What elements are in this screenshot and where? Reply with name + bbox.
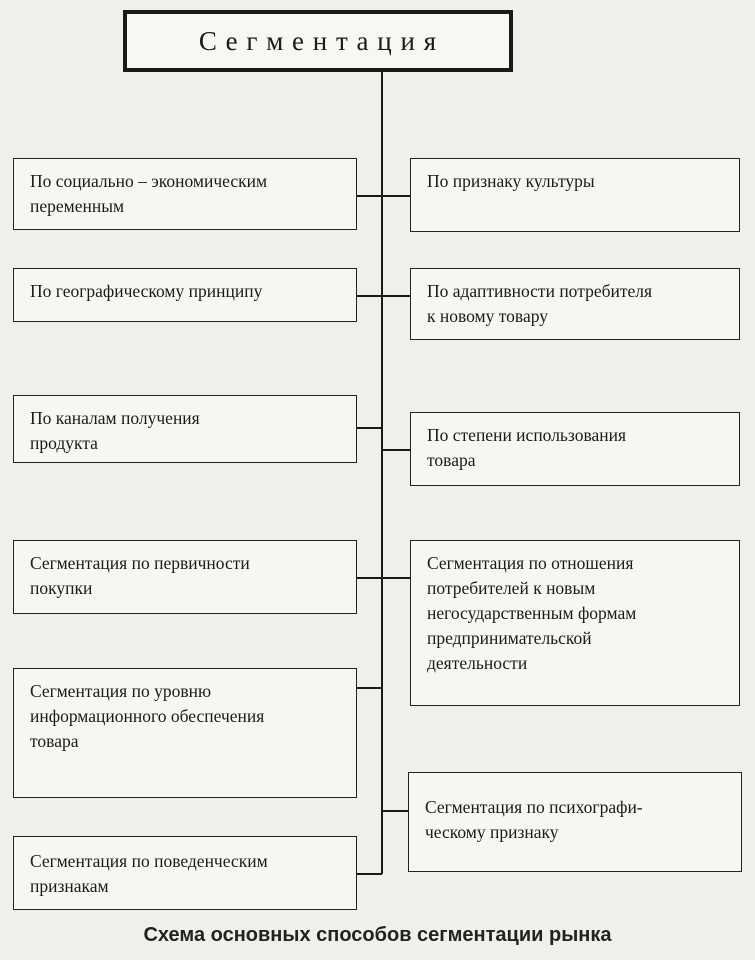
connector-left-4 <box>357 577 382 579</box>
node-line: продукта <box>30 433 98 453</box>
node-line: к новому товару <box>427 306 548 326</box>
node-line: переменным <box>30 196 125 216</box>
node-line: информационного обеспечения <box>30 706 265 726</box>
connector-right-3 <box>382 449 410 451</box>
node-line: По степени использования <box>427 425 627 445</box>
node-purchase-primacy <box>13 540 357 614</box>
node-line: товара <box>30 731 79 751</box>
node-line: По социально – экономическим <box>30 171 268 191</box>
node-information-level <box>13 668 357 798</box>
node-line: ческому признаку <box>425 822 559 842</box>
node-attitude-new-forms <box>410 540 740 706</box>
node-line: предпринимательской <box>427 628 592 648</box>
node-line: признакам <box>30 876 109 896</box>
node-line: Сегментация по отношения <box>427 553 634 573</box>
node-line: По географическому принципу <box>30 281 263 301</box>
node-line: потребителей к новым <box>427 578 596 598</box>
node-line: Сегментация по поведенческим <box>30 851 268 871</box>
node-line: По признаку культуры <box>427 171 595 191</box>
node-culture <box>410 158 740 232</box>
node-line: Сегментация по первичности <box>30 553 250 573</box>
node-line: покупки <box>30 578 93 598</box>
node-channels <box>13 395 357 463</box>
connector-left-5 <box>357 687 382 689</box>
diagram-caption: Схема основных способов сегментации рынка <box>143 924 612 946</box>
node-line: Сегментация по уровню <box>30 681 212 701</box>
connector-right-2 <box>382 295 410 297</box>
node-geographic <box>13 268 357 322</box>
node-socio-economic <box>13 158 357 230</box>
node-usage-degree <box>410 412 740 486</box>
node-line: деятельности <box>427 653 528 673</box>
connector-right-1 <box>382 195 410 197</box>
connector-left-2 <box>357 295 382 297</box>
connector-right-4 <box>382 577 410 579</box>
node-line: Сегментация по психографи- <box>425 797 643 817</box>
node-adaptivity <box>410 268 740 340</box>
central-connector <box>381 72 383 874</box>
node-psychographic <box>408 772 742 872</box>
node-line: По адаптивности потребителя <box>427 281 653 301</box>
connector-left-1 <box>357 195 382 197</box>
connector-right-5 <box>382 810 410 812</box>
connector-left-6 <box>357 873 382 875</box>
node-behavioral <box>13 836 357 910</box>
connector-left-3 <box>357 427 382 429</box>
diagram-title: С е г м е н т а ц и я <box>123 10 513 72</box>
node-line: негосударственным формам <box>427 603 637 623</box>
node-line: товара <box>427 450 476 470</box>
node-line: По каналам получения <box>30 408 200 428</box>
